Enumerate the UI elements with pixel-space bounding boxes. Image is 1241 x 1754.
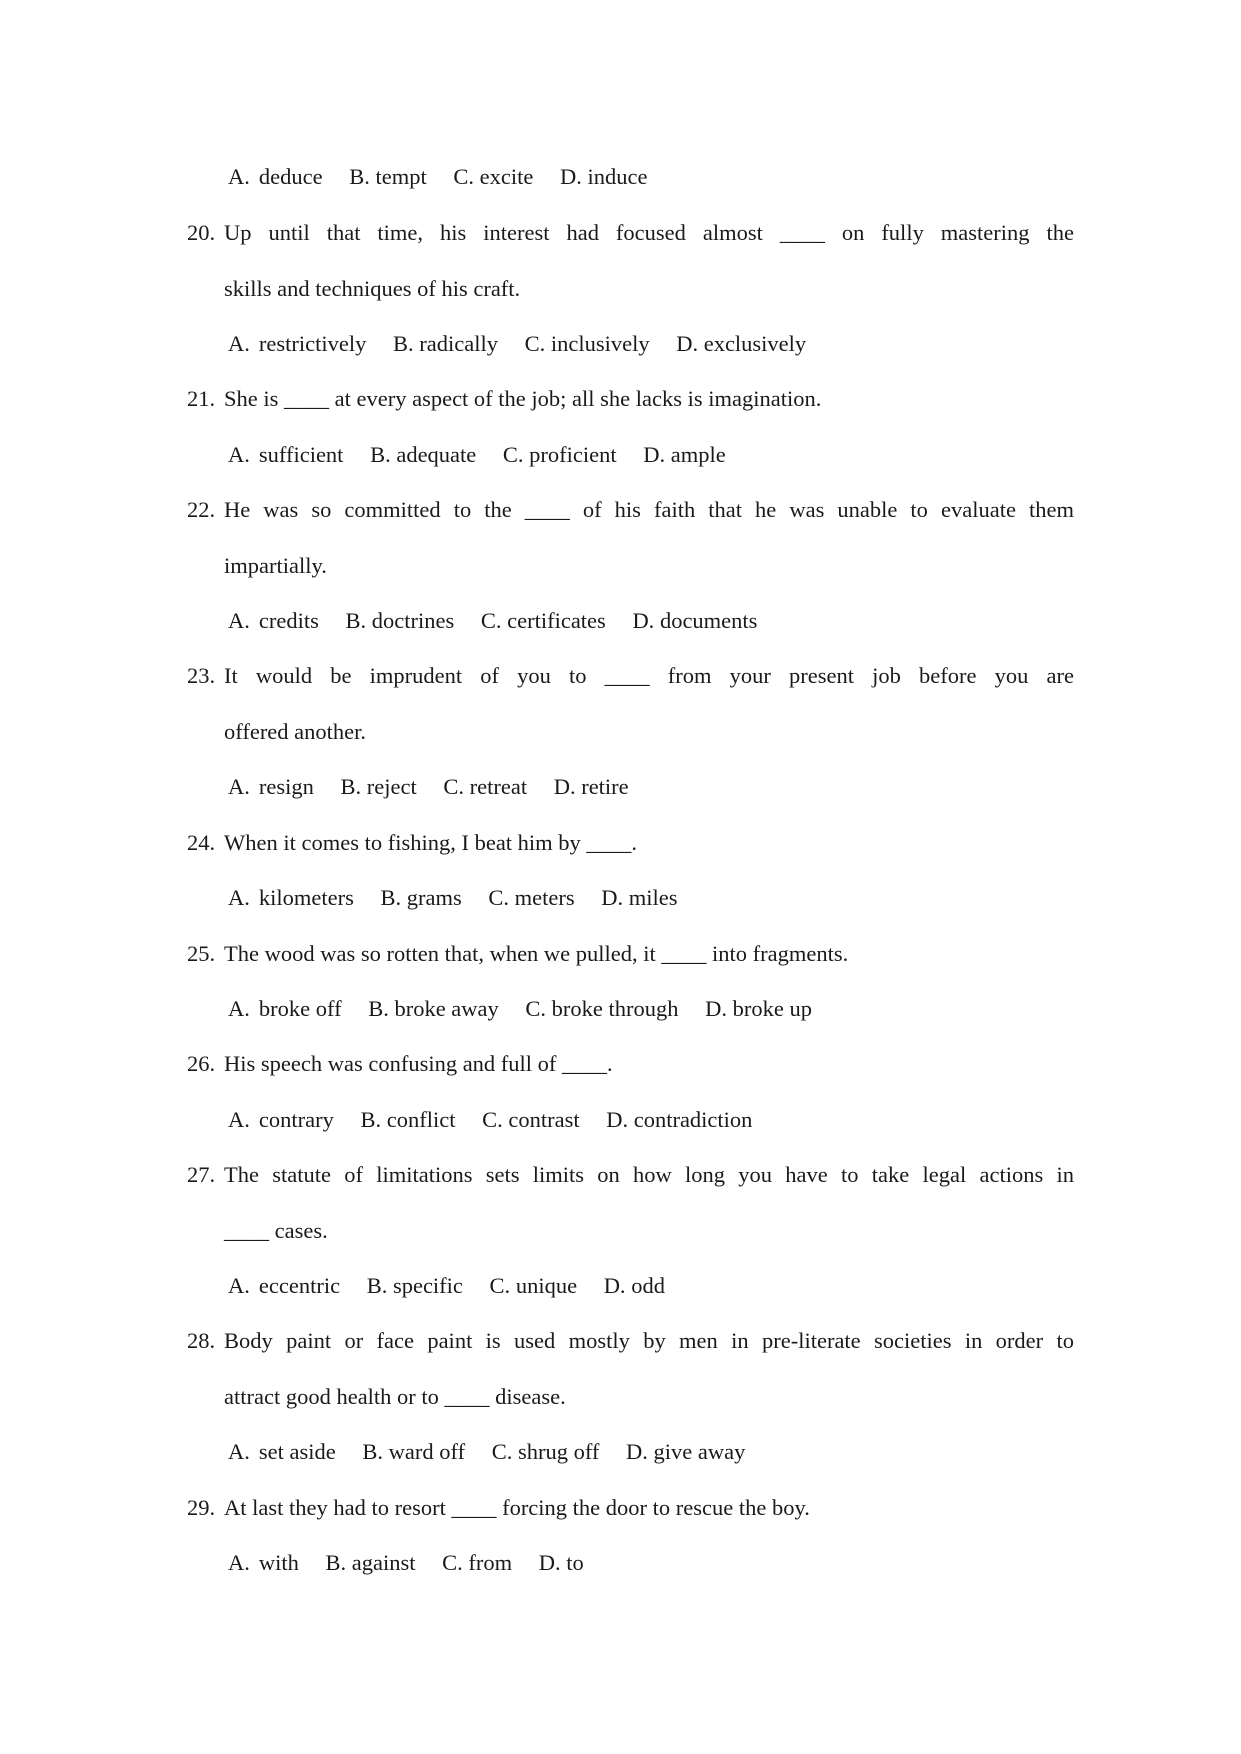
option-d: D. to <box>538 1550 584 1575</box>
option-c: C. broke through <box>525 996 679 1021</box>
option-a: A. kilometers <box>228 885 354 910</box>
option-d: D. odd <box>603 1273 665 1298</box>
option-c: C. excite <box>453 164 534 189</box>
options-row-29 <box>228 1549 605 1577</box>
option-c: C. unique <box>489 1273 578 1298</box>
question-text-continued: skills and techniques of his craft. <box>224 276 521 301</box>
options-row-25 <box>228 995 833 1023</box>
question-number: 22. <box>187 497 216 522</box>
question-text: Body paint or face paint is used mostly by men in pre-literate societies in order to <box>224 1328 1074 1353</box>
option-a: A. deduce <box>228 164 323 189</box>
option-d: D. induce <box>559 164 648 189</box>
options-row-24 <box>228 884 699 912</box>
option-b: B. specific <box>366 1273 463 1298</box>
question-number: 21. <box>187 386 216 411</box>
option-a: A. eccentric <box>228 1273 341 1298</box>
options-row-19 <box>228 163 668 191</box>
options-row-27 <box>228 1272 686 1300</box>
option-d: D. retire <box>553 774 629 799</box>
option-b: B. doctrines <box>345 608 455 633</box>
option-d: D. ample <box>643 442 726 467</box>
options-row-22 <box>228 607 778 635</box>
question-number: 24. <box>187 830 216 855</box>
option-d: D. miles <box>601 885 678 910</box>
option-b: B. grams <box>380 885 462 910</box>
option-b: B. ward off <box>362 1439 466 1464</box>
option-a: A. set aside <box>228 1439 336 1464</box>
option-c: C. meters <box>488 885 575 910</box>
question-text-continued: attract good health or to ____ disease. <box>224 1384 566 1409</box>
option-c: C. inclusively <box>524 331 650 356</box>
option-b: B. broke away <box>368 996 499 1021</box>
options-row-28 <box>228 1438 766 1466</box>
option-d: D. documents <box>632 608 758 633</box>
option-b: B. adequate <box>370 442 477 467</box>
question-text: His speech was confusing and full of ____. <box>224 1051 613 1076</box>
option-c: C. retreat <box>443 774 528 799</box>
question-number: 25. <box>187 941 216 966</box>
options-row-26 <box>228 1106 773 1134</box>
option-a: A. contrary <box>228 1107 334 1132</box>
option-c: C. proficient <box>502 442 617 467</box>
option-b: B. tempt <box>349 164 427 189</box>
option-c: C. shrug off <box>491 1439 600 1464</box>
question-number: 27. <box>187 1162 216 1187</box>
question-text: At last they had to resort ____ forcing the door to rescue the boy. <box>224 1495 810 1520</box>
question-text: He was so committed to the ____ of his faith that he was unable to evaluate them <box>224 497 1074 522</box>
question-text: The statute of limitations sets limits on how long you have to take legal actions in <box>224 1162 1074 1187</box>
question-text: Up until that time, his interest had focused almost ____ on fully mastering the <box>224 220 1074 245</box>
option-c: C. certificates <box>480 608 606 633</box>
question-text: It would be imprudent of you to ____ from your present job before you are <box>224 663 1074 688</box>
question-text-continued: ____ cases. <box>224 1218 328 1243</box>
option-c: C. from <box>442 1550 513 1575</box>
question-text-continued: impartially. <box>224 553 327 578</box>
option-d: D. give away <box>626 1439 746 1464</box>
option-a: A. sufficient <box>228 442 344 467</box>
question-text: She is ____ at every aspect of the job; all she lacks is imagination. <box>224 386 822 411</box>
option-a: A. credits <box>228 608 319 633</box>
question-number: 23. <box>187 663 216 688</box>
options-row-20 <box>228 330 827 358</box>
question-text: When it comes to fishing, I beat him by ____. <box>224 830 638 855</box>
option-d: D. exclusively <box>676 331 807 356</box>
option-a: A. restrictively <box>228 331 367 356</box>
question-number: 20. <box>187 220 216 245</box>
option-d: D. broke up <box>705 996 813 1021</box>
option-a: A. resign <box>228 774 314 799</box>
options-row-23 <box>228 773 650 801</box>
option-b: B. radically <box>392 331 498 356</box>
option-a: A. with <box>228 1550 299 1575</box>
option-b: B. conflict <box>360 1107 456 1132</box>
question-text-continued: offered another. <box>224 719 367 744</box>
question-number: 26. <box>187 1051 216 1076</box>
option-b: B. against <box>325 1550 416 1575</box>
option-a: A. broke off <box>228 996 342 1021</box>
options-row-21 <box>228 441 747 469</box>
question-number: 29. <box>187 1495 216 1520</box>
question-text: The wood was so rotten that, when we pulled, it ____ into fragments. <box>224 941 849 966</box>
question-number: 28. <box>187 1328 216 1353</box>
option-d: D. contradiction <box>606 1107 753 1132</box>
option-b: B. reject <box>340 774 417 799</box>
option-c: C. contrast <box>482 1107 580 1132</box>
